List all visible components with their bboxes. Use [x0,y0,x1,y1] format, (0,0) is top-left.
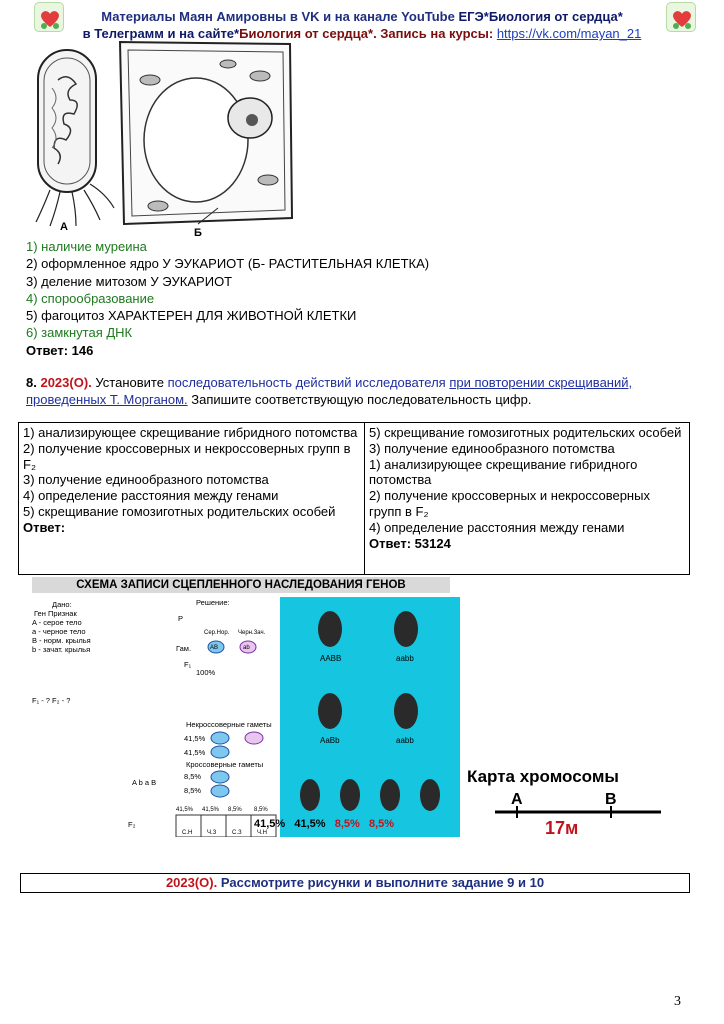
gene-b: B - норм. крылья [32,636,91,645]
distance-value: 17м [545,818,579,838]
f2-phen-3: С.З [232,830,242,836]
chromosome-map [465,764,675,840]
answer-item-5: 5) фагоцитоз ХАРАКТЕРЕН ДЛЯ ЖИВОТНОЙ КЛЕТКИ [26,308,357,324]
parent-label-1: Сер.Нор. [204,630,230,636]
gene-a-lower: a - черное тело [32,627,86,636]
gene-a: A - серое тело [32,618,82,627]
fly-icon [300,779,320,811]
task-8 [26,374,690,408]
bacterium-drawing [36,50,114,226]
fly-icon [394,611,418,647]
fly-icon [340,779,360,811]
table-right-column [365,423,689,574]
pct-noncross-2: 41,5% [184,748,206,757]
task-year: 2023(О). [40,375,92,390]
fly-icon [420,779,440,811]
answer-item-3: 3) деление митозом У ЭУКАРИОТ [26,273,233,289]
table-row: 2) получение кроссоверных и некроссоверных групп в F₂ [369,488,650,519]
genotype-label-2: aabb [396,654,414,663]
p-label: P [178,614,184,623]
table-row: 3) получение единообразного потомства [23,472,269,488]
pct-cross-1: 8,5% [184,772,202,781]
logo-right [666,2,696,32]
table-row: 1) анализирующее скрещивание гибридного потомства [23,425,358,440]
solution-label: Решение: [196,598,230,607]
table-row: 1) анализирующее скрещивание гибридного потомства [369,456,638,488]
header-text: Материалы Маян Амировны в VK и на канале YouTube [101,9,455,24]
answers-list [26,238,429,359]
pct-3: 8,5% [334,818,360,830]
page-header [60,8,664,42]
answer-item-4: 4) спорообразование [26,290,155,306]
scheme-solution-drawing [26,595,280,837]
fly-icon [380,779,400,811]
table-answer-value: Ответ: 53124 [369,535,451,551]
vk-link[interactable]: https://vk.com/mayan_21 [496,26,642,41]
f2-phen-1: С.Н [182,830,193,836]
task-text: Запишите соответствующую последовательность цифр. [191,392,532,407]
answer-item-2: 2) оформленное ядро У ЭУКАРИОТ (Б- РАСТИТЕЛЬНАЯ КЛЕТКА) [26,256,430,272]
parent-label-2: Черн.Зач. [238,630,266,636]
header-line-1 [60,8,664,25]
next-task-text: Рассмотрите рисунки и выполните задание 9 и 10 [220,875,545,890]
f2-pct-4: 8,5% [254,807,268,813]
f1-pct: 100% [196,668,216,677]
gene-b-label: B [605,791,617,808]
task-number: 8. [26,375,37,390]
fly-icon [394,693,418,729]
pct-2: 41,5% [294,818,326,830]
table-row: 4) определение расстояния между генами [369,519,625,535]
percent-row [254,818,394,830]
answer-result: Ответ: 146 [26,342,94,358]
gamete-ab: AB [210,645,219,651]
table-row: 3) получение единообразного потомства [369,440,615,456]
fly-icon [318,693,342,729]
f1-label: F₁ [184,660,192,669]
label-b: Б [194,227,202,239]
pct-1: 41,5% [254,818,286,830]
linked-inheritance-scheme [26,575,460,837]
table-left-column [19,423,365,574]
table-answer-label: Ответ: [23,519,66,535]
scheme-title: СХЕМА ЗАПИСИ СЦЕПЛЕННОГО НАСЛЕДОВАНИЯ ГЕНОВ [32,577,450,593]
f2-pct-3: 8,5% [228,807,242,813]
pct-4: 8,5% [369,818,395,830]
chromosome-title: Карта хромосомы [467,767,619,786]
fly-icon [318,611,342,647]
gene-header: Ген Признак [34,609,77,618]
table-row: 5) скрещивание гомозиготных родительских особей [23,503,336,519]
cross-label: Кроссоверные гаметы [186,760,264,769]
label-a: А [60,221,68,233]
header-text: . Запись на курсы: [373,26,494,41]
next-task-box [20,873,690,893]
f2-pct-2: 41,5% [202,807,220,813]
f2-pct-1: 41,5% [176,807,194,813]
header-text: в Телеграмм и на сайте* [82,26,240,41]
scheme-flies-panel [280,597,460,837]
task-text: Установите [95,375,164,390]
gene-b-lower: b - зачат. крылья [32,645,91,654]
f2-phen-2: Ч.З [207,830,217,836]
f2-label: F₂ [128,820,136,829]
gene-a-label: A [511,791,523,808]
pct-noncross-1: 41,5% [184,734,206,743]
page-number: 3 [674,994,681,1009]
table-row: 4) определение расстояния между генами [23,488,279,504]
genotype-label-1: AABB [320,654,342,663]
answer-item-6: 6) замкнутая ДНК [26,325,133,341]
sequence-table [18,422,690,575]
answer-item-1: 1) наличие муреина [26,239,147,254]
task-text: последовательность действий исследователя [167,375,446,390]
cells-illustration [28,40,296,240]
f-question: F₁ - ? F₂ - ? [32,696,71,705]
given-label: Дано: [52,600,72,609]
header-brand: Биология от сердца* [239,26,374,41]
f2-phen-4: Ч.Н [257,830,267,836]
flies-drawing [280,597,460,837]
noncross-label: Некроссоверные гаметы [186,720,272,729]
task-text: при повторении скрещиваний, проведенных Т. Морганом. [26,375,633,407]
scheme-solution-panel [26,595,280,837]
table-row: 2) получение кроссоверных и некроссоверных групп в F₂ [23,440,351,472]
cells-figure [28,40,296,240]
gamete-ab-lower: ab [243,645,250,651]
next-task-year: 2023(О). [165,875,218,890]
gam-label: Гам. [176,644,192,653]
chromosome-map-drawing [465,764,675,840]
plant-cell-drawing [120,42,292,224]
genotype-label-4: aabb [396,736,414,745]
table-row: 5) скрещивание гомозиготных родительских особей [369,425,682,440]
heart-logo-icon [667,3,697,33]
pct-cross-2: 8,5% [184,786,202,795]
genotype-label-3: AaBb [320,736,340,745]
header-brand: ЕГЭ*Биология от сердца* [458,9,623,24]
distance-label: A b a B [132,778,157,787]
